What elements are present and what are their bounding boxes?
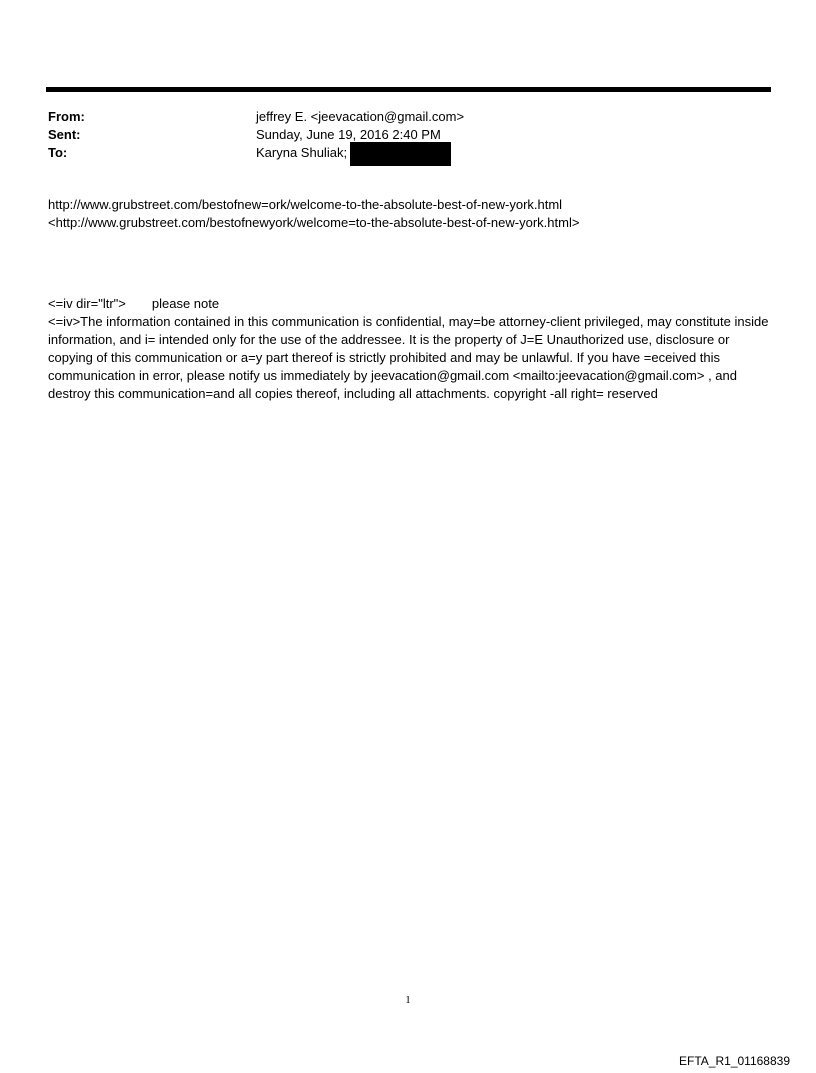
url-line-1: http://www.grubstreet.com/bestofnew=ork/welcome-to-the-absolute-best-of-new-york.html [48, 197, 563, 212]
signature-line [48, 295, 772, 313]
from-value: jeffrey E. <jeevacation@gmail.com> [256, 109, 465, 124]
to-value-wrapper [256, 144, 451, 166]
to-value: Karyna Shuliak; [256, 145, 348, 160]
signature-prefix: <=iv dir="ltr"> [48, 296, 126, 311]
header-divider [46, 87, 771, 92]
email-body [48, 196, 772, 403]
disclaimer-text: <=iv>The information contained in this communication is confidential, may=be attorney-client privileged, may constitute inside information, and i= intended only for the use of the addressee. It is the property of J=E Unauthorized use, disclosure or copying of this communication or a=y part thereof is strictly prohibited and may be unlawful. If you have =eceived this communication in error, please notify us immediately by jeevacation@gmail.com <mailto:jeevacation@gmail.com> , and destroy this communication=and all copies thereof, including all attachments. copyright -all right= reserved [48, 314, 769, 401]
from-row [48, 108, 768, 126]
from-label: From: [48, 109, 85, 124]
sent-label: Sent: [48, 127, 81, 142]
to-row [48, 144, 768, 162]
document-id: EFTA_R1_01168839 [679, 1054, 790, 1068]
body-spacer [48, 232, 772, 295]
redaction-box [350, 142, 451, 166]
to-label: To: [48, 145, 68, 160]
email-header [48, 108, 768, 162]
sent-value: Sunday, June 19, 2016 2:40 PM [256, 127, 441, 142]
page-number: 1 [405, 994, 411, 1006]
signature-text: please note [151, 296, 220, 311]
url-line-2: <http://www.grubstreet.com/bestofnewyork/welcome=to-the-absolute-best-of-new-york.html> [48, 215, 580, 230]
